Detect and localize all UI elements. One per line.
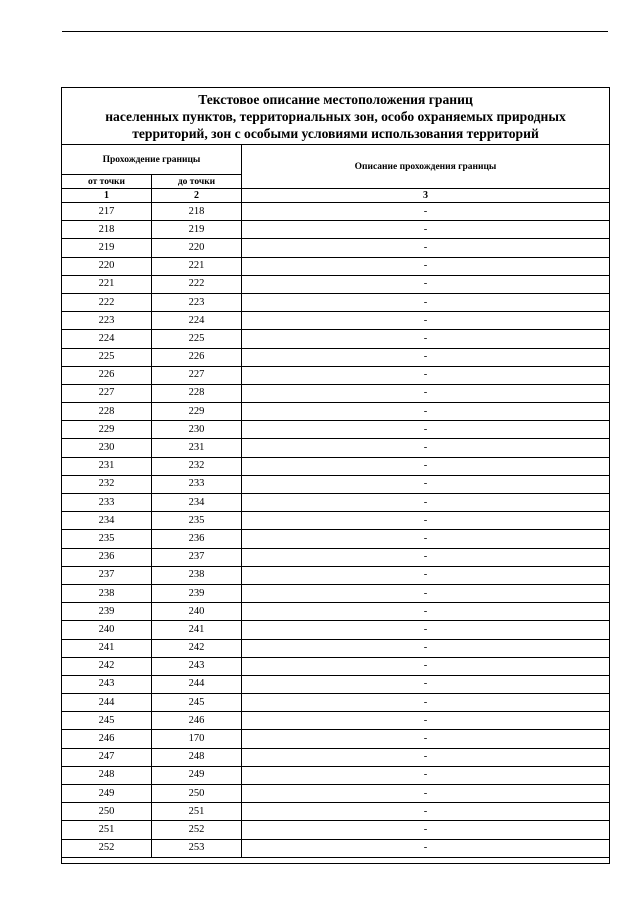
cell-from-point: 233 <box>62 494 152 512</box>
cell-to-point: 227 <box>152 366 242 384</box>
cell-from-point: 225 <box>62 348 152 366</box>
table-row <box>62 439 610 457</box>
cell-description: - <box>242 330 610 348</box>
cell-to-point: 221 <box>152 257 242 275</box>
header-description: Описание прохождения границы <box>242 145 610 189</box>
cell-to-point: 238 <box>152 566 242 584</box>
table-row <box>62 293 610 311</box>
cell-description: - <box>242 657 610 675</box>
cell-from-point: 236 <box>62 548 152 566</box>
header-passage: Прохождение границы <box>62 145 242 175</box>
cell-to-point: 229 <box>152 403 242 421</box>
table-row <box>62 566 610 584</box>
cell-to-point: 246 <box>152 712 242 730</box>
table-row <box>62 785 610 803</box>
cell-to-point: 235 <box>152 512 242 530</box>
cell-from-point: 220 <box>62 257 152 275</box>
top-rule <box>62 31 608 32</box>
cell-to-point: 240 <box>152 603 242 621</box>
table-row <box>62 348 610 366</box>
cell-to-point: 225 <box>152 330 242 348</box>
cell-from-point: 248 <box>62 766 152 784</box>
cell-to-point: 237 <box>152 548 242 566</box>
cell-from-point: 238 <box>62 584 152 602</box>
cell-to-point: 252 <box>152 821 242 839</box>
cell-from-point: 235 <box>62 530 152 548</box>
table-row <box>62 475 610 493</box>
column-number: 2 <box>152 189 242 203</box>
table-row <box>62 221 610 239</box>
cell-to-point: 224 <box>152 312 242 330</box>
cell-from-point: 243 <box>62 675 152 693</box>
cell-from-point: 226 <box>62 366 152 384</box>
table-row <box>62 384 610 402</box>
header-from-point: от точки <box>62 175 152 189</box>
cell-to-point: 251 <box>152 803 242 821</box>
cell-to-point: 219 <box>152 221 242 239</box>
column-number-row <box>62 189 610 203</box>
cell-from-point: 219 <box>62 239 152 257</box>
cell-description: - <box>242 403 610 421</box>
cell-from-point: 241 <box>62 639 152 657</box>
table-title <box>62 88 610 145</box>
table-row <box>62 675 610 693</box>
cell-from-point: 229 <box>62 421 152 439</box>
cell-description: - <box>242 366 610 384</box>
table-row <box>62 639 610 657</box>
table-row <box>62 530 610 548</box>
cell-to-point: 250 <box>152 785 242 803</box>
cell-to-point: 245 <box>152 694 242 712</box>
cell-description: - <box>242 312 610 330</box>
cell-description: - <box>242 548 610 566</box>
cell-to-point: 253 <box>152 839 242 857</box>
cell-description: - <box>242 494 610 512</box>
cell-description: - <box>242 839 610 857</box>
cell-to-point: 242 <box>152 639 242 657</box>
cell-to-point: 244 <box>152 675 242 693</box>
table-row <box>62 603 610 621</box>
cell-from-point: 242 <box>62 657 152 675</box>
table-row <box>62 457 610 475</box>
header-row <box>62 145 610 175</box>
cell-to-point: 223 <box>152 293 242 311</box>
table-row <box>62 694 610 712</box>
cell-description: - <box>242 275 610 293</box>
cell-description: - <box>242 694 610 712</box>
cell-description: - <box>242 675 610 693</box>
cell-description: - <box>242 293 610 311</box>
cell-from-point: 228 <box>62 403 152 421</box>
table-row <box>62 621 610 639</box>
cell-from-point: 224 <box>62 330 152 348</box>
cell-description: - <box>242 239 610 257</box>
cell-from-point: 251 <box>62 821 152 839</box>
cell-description: - <box>242 530 610 548</box>
cell-from-point: 217 <box>62 203 152 221</box>
cell-to-point: 232 <box>152 457 242 475</box>
cell-to-point: 248 <box>152 748 242 766</box>
cell-to-point: 170 <box>152 730 242 748</box>
table-row <box>62 512 610 530</box>
table-row <box>62 712 610 730</box>
table-row <box>62 821 610 839</box>
cell-from-point: 240 <box>62 621 152 639</box>
table-row <box>62 748 610 766</box>
title-line: населенных пунктов, территориальных зон, особо охраняемых природных <box>105 108 566 124</box>
table-row <box>62 730 610 748</box>
table-row <box>62 203 610 221</box>
table-row <box>62 421 610 439</box>
cell-from-point: 250 <box>62 803 152 821</box>
cell-from-point: 218 <box>62 221 152 239</box>
cell-description: - <box>242 475 610 493</box>
cell-from-point: 247 <box>62 748 152 766</box>
cell-to-point: 222 <box>152 275 242 293</box>
cell-from-point: 221 <box>62 275 152 293</box>
cell-description: - <box>242 748 610 766</box>
cell-description: - <box>242 584 610 602</box>
cell-description: - <box>242 766 610 784</box>
cell-to-point: 218 <box>152 203 242 221</box>
cell-from-point: 222 <box>62 293 152 311</box>
cell-from-point: 245 <box>62 712 152 730</box>
table-row <box>62 330 610 348</box>
boundary-description-table <box>61 87 610 864</box>
title-line: территорий, зон с особыми условиями использования территорий <box>132 125 539 141</box>
title-row <box>62 88 610 145</box>
table-row <box>62 657 610 675</box>
column-number: 3 <box>242 189 610 203</box>
empty-cell <box>62 857 610 863</box>
cell-to-point: 234 <box>152 494 242 512</box>
cell-description: - <box>242 639 610 657</box>
table-row <box>62 366 610 384</box>
cell-description: - <box>242 785 610 803</box>
cell-from-point: 231 <box>62 457 152 475</box>
cell-from-point: 230 <box>62 439 152 457</box>
cell-from-point: 237 <box>62 566 152 584</box>
header-to-point: до точки <box>152 175 242 189</box>
cell-from-point: 252 <box>62 839 152 857</box>
table-row <box>62 584 610 602</box>
cell-to-point: 220 <box>152 239 242 257</box>
cell-from-point: 232 <box>62 475 152 493</box>
cell-description: - <box>242 421 610 439</box>
table-row <box>62 548 610 566</box>
cell-description: - <box>242 257 610 275</box>
cell-from-point: 239 <box>62 603 152 621</box>
cell-from-point: 246 <box>62 730 152 748</box>
cell-from-point: 234 <box>62 512 152 530</box>
cell-to-point: 226 <box>152 348 242 366</box>
cell-from-point: 249 <box>62 785 152 803</box>
cell-description: - <box>242 203 610 221</box>
cell-description: - <box>242 457 610 475</box>
column-number: 1 <box>62 189 152 203</box>
table-row <box>62 257 610 275</box>
cell-description: - <box>242 439 610 457</box>
cell-to-point: 249 <box>152 766 242 784</box>
table-row <box>62 766 610 784</box>
table-row <box>62 494 610 512</box>
cell-to-point: 228 <box>152 384 242 402</box>
cell-from-point: 244 <box>62 694 152 712</box>
table-body <box>62 88 610 864</box>
cell-from-point: 227 <box>62 384 152 402</box>
table-row <box>62 839 610 857</box>
cell-description: - <box>242 512 610 530</box>
table-row <box>62 403 610 421</box>
cell-description: - <box>242 566 610 584</box>
table-row <box>62 312 610 330</box>
cell-to-point: 233 <box>152 475 242 493</box>
empty-row <box>62 857 610 863</box>
cell-to-point: 239 <box>152 584 242 602</box>
table-row <box>62 803 610 821</box>
cell-description: - <box>242 221 610 239</box>
table-row <box>62 239 610 257</box>
cell-description: - <box>242 803 610 821</box>
cell-description: - <box>242 603 610 621</box>
cell-description: - <box>242 821 610 839</box>
cell-description: - <box>242 621 610 639</box>
cell-description: - <box>242 730 610 748</box>
cell-to-point: 230 <box>152 421 242 439</box>
cell-to-point: 231 <box>152 439 242 457</box>
cell-description: - <box>242 384 610 402</box>
cell-description: - <box>242 712 610 730</box>
title-line: Текстовое описание местоположения границ <box>198 91 473 107</box>
cell-to-point: 236 <box>152 530 242 548</box>
table-row <box>62 275 610 293</box>
cell-to-point: 243 <box>152 657 242 675</box>
cell-description: - <box>242 348 610 366</box>
cell-from-point: 223 <box>62 312 152 330</box>
cell-to-point: 241 <box>152 621 242 639</box>
